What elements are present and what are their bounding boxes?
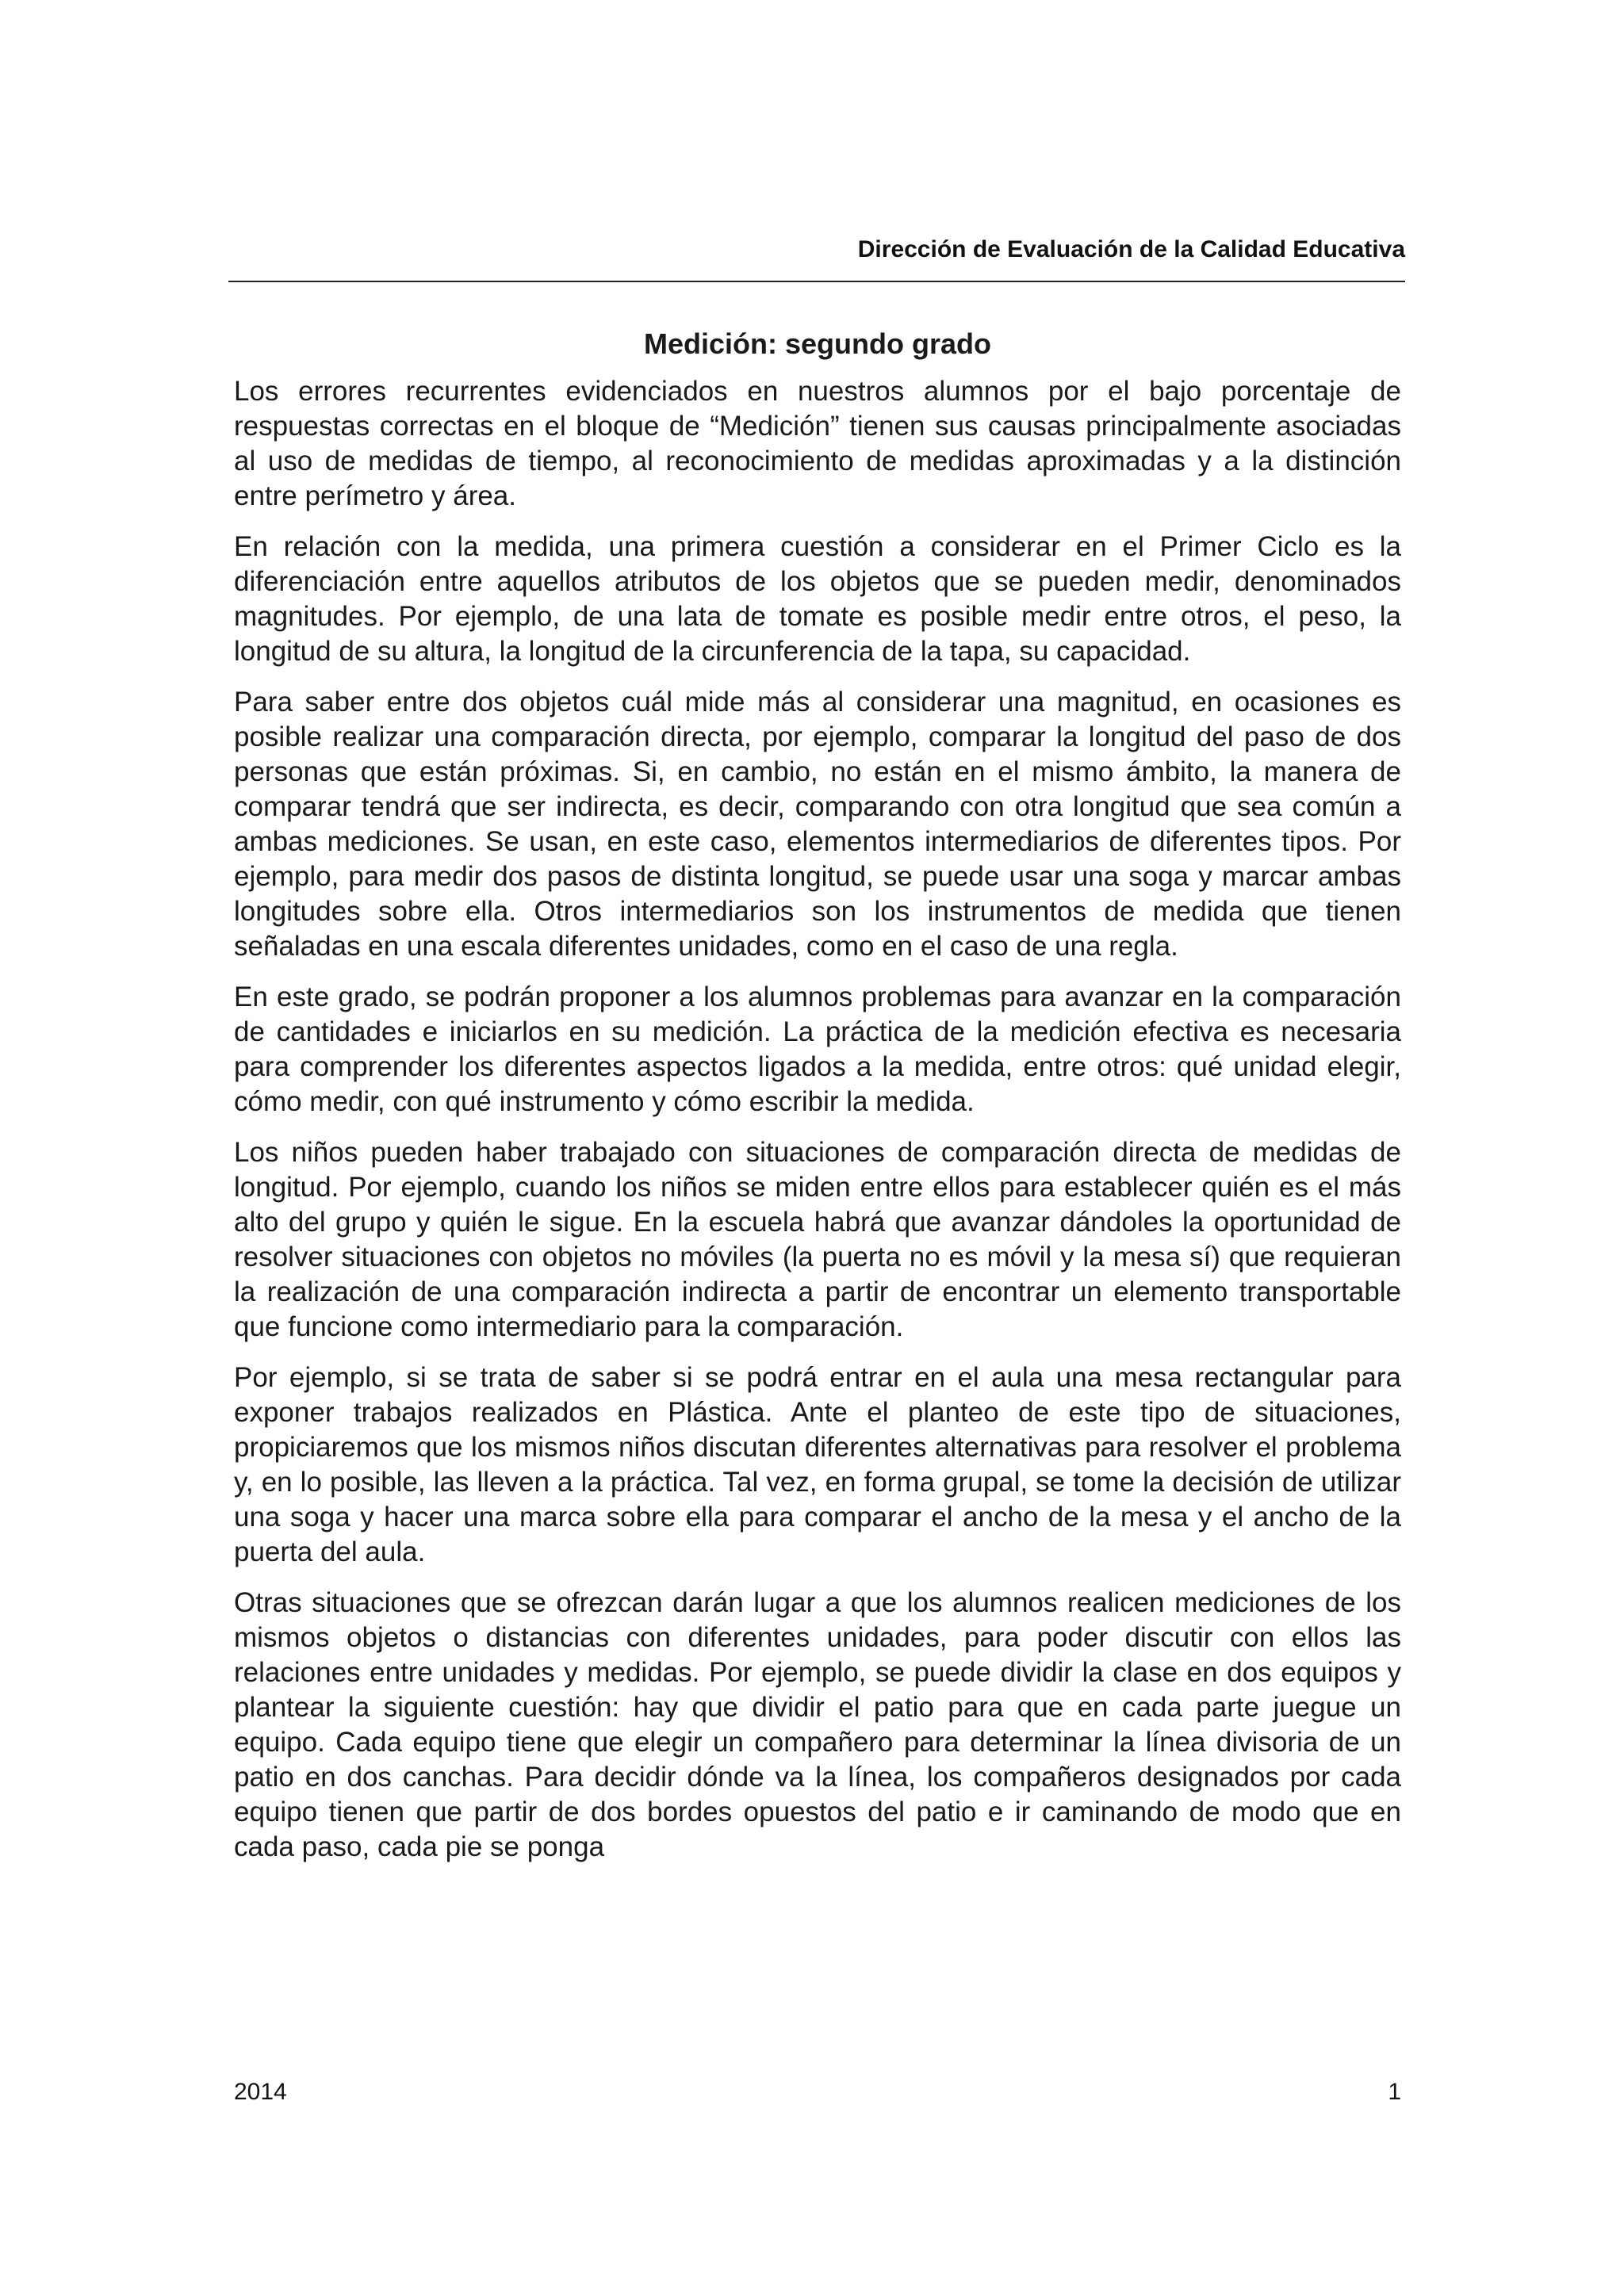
page-number: 1 bbox=[1388, 2079, 1401, 2105]
paragraph: Por ejemplo, si se trata de saber si se podrá entrar en el aula una mesa rectangular para exponer trabajos realizados en Plástica. Ante el planteo de este tipo de situaciones, propiciaremos que los mismos niños discutan diferentes alternativas para resolver el problema y, en lo posible, las lleven a la práctica. Tal vez, en forma grupal, se tome la decisión de utilizar una soga y hacer una marca sobre ella para comparar el ancho de la mesa y el ancho de la puerta del aula. bbox=[234, 1362, 1401, 1567]
document-body bbox=[234, 327, 1401, 1881]
header-divider bbox=[228, 281, 1405, 282]
paragraph: Otras situaciones que se ofrezcan darán lugar a que los alumnos realicen mediciones de los mismos objetos o distancias con diferentes unidades, para poder discutir con ellos las relaciones entre unidades y medidas. Por ejemplo, se puede dividir la clase en dos equipos y plantear la siguiente cuestión: hay que dividir el patio para que en cada parte juegue un equipo. Cada equipo tiene que elegir un compañero para determinar la línea divisoria de un patio en dos canchas. Para decidir dónde va la línea, los compañeros designados por cada equipo tienen que partir de dos bordes opuestos del patio e ir caminando de modo que en cada paso, cada pie se ponga bbox=[234, 1587, 1401, 1862]
paragraph: Los niños pueden haber trabajado con situaciones de comparación directa de medidas de longitud. Por ejemplo, cuando los niños se miden entre ellos para establecer quién es el más alto del grupo y quién le sigue. En la escuela habrá que avanzar dándoles la oportunidad de resolver situaciones con objetos no móviles (la puerta no es móvil y la mesa sí) que requieran la realización de una comparación indirecta a partir de encontrar un elemento transportable que funcione como intermediario para la comparación. bbox=[234, 1137, 1401, 1342]
footer-year: 2014 bbox=[234, 2079, 287, 2105]
paragraph: Los errores recurrentes evidenciados en nuestros alumnos por el bajo porcentaje de respuestas correctas en el bloque de “Medición” tienen sus causas principalmente asociadas al uso de medidas de tiempo, al reconocimiento de medidas aproximadas y a la distinción entre perímetro y área. bbox=[234, 376, 1401, 511]
paragraph: En relación con la medida, una primera cuestión a considerar en el Primer Ciclo es la diferenciación entre aquellos atributos de los objetos que se pueden medir, denominados magnitudes. Por ejemplo, de una lata de tomate es posible medir entre otros, el peso, la longitud de su altura, la longitud de la circunferencia de la tapa, su capacidad. bbox=[234, 531, 1401, 667]
running-header: Dirección de Evaluación de la Calidad Educativa bbox=[857, 236, 1405, 262]
document-title: Medición: segundo grado bbox=[644, 327, 991, 360]
paragraph: En este grado, se podrán proponer a los alumnos problemas para avanzar en la comparación de cantidades e iniciarlos en su medición. La práctica de la medición efectiva es necesaria para comprender los diferentes aspectos ligados a la medida, entre otros: qué unidad elegir, cómo medir, con qué instrumento y cómo escribir la medida. bbox=[234, 982, 1401, 1117]
paragraph: Para saber entre dos objetos cuál mide más al considerar una magnitud, en ocasiones es posible realizar una comparación directa, por ejemplo, comparar la longitud del paso de dos personas que están próximas. Si, en cambio, no están en el mismo ámbito, la manera de comparar tendrá que ser indirecta, es decir, comparando con otra longitud que sea común a ambas mediciones. Se usan, en este caso, elementos intermediarios de diferentes tipos. Por ejemplo, para medir dos pasos de distinta longitud, se puede usar una soga y marcar ambas longitudes sobre ella. Otros intermediarios son los instrumentos de medida que tienen señaladas en una escala diferentes unidades, como en el caso de una regla. bbox=[234, 687, 1401, 962]
